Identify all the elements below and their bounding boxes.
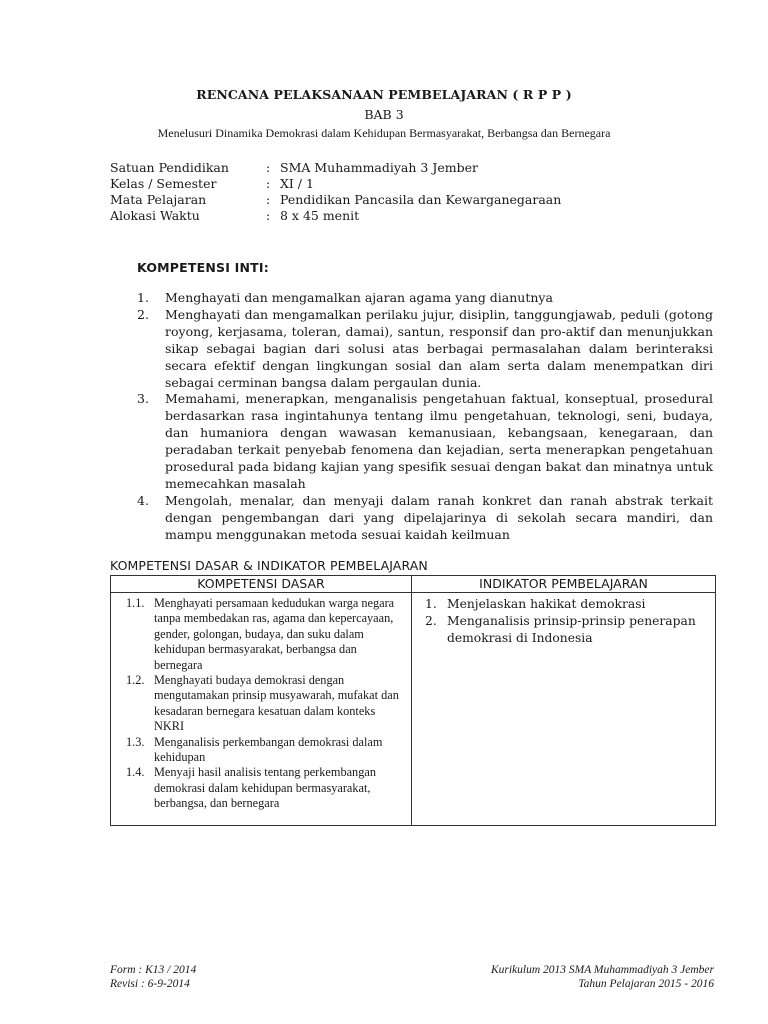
kompetensi-inti-list	[137, 290, 713, 544]
footer-revisi: Revisi : 6-9-2014	[110, 978, 190, 990]
list-text: Mengolah, menalar, dan menyaji dalam ranah konkret dan ranah abstrak terkait dengan pengembangan dari yang dipelajarinya di sekolah secara mandiri, dan mampu menggunakan metoda sesuai kaidah keilmuan	[165, 492, 713, 542]
list-item	[425, 596, 707, 613]
info-row	[110, 160, 561, 176]
list-item	[137, 290, 713, 307]
info-colon: :	[266, 208, 271, 223]
info-row	[110, 208, 561, 224]
footer-left	[110, 963, 196, 991]
list-number: 1.1.	[126, 596, 145, 610]
list-number: 2.	[137, 306, 149, 322]
info-value: Pendidikan Pancasila dan Kewarganegaraan	[280, 192, 562, 207]
info-colon: :	[266, 192, 271, 207]
list-item	[126, 765, 401, 811]
list-item	[137, 493, 713, 544]
list-text: Menghayati budaya demokrasi dengan mengutamakan prinsip musyawarah, mufakat dan kesadaran bernegara kesatuan dalam konteks NKRI	[154, 673, 399, 734]
column-header-kompetensi-dasar: KOMPETENSI DASAR	[111, 576, 412, 593]
indikator-cell	[412, 593, 716, 826]
indikator-list	[412, 593, 715, 647]
info-value: SMA Muhammadiyah 3 Jember	[280, 160, 478, 175]
document-title: RENCANA PELAKSANAAN PEMBELAJARAN ( R P P )	[196, 87, 572, 102]
chapter-label: BAB 3	[364, 107, 404, 122]
footer-right	[491, 963, 714, 991]
chapter-subtitle: Menelusuri Dinamika Demokrasi dalam Kehidupan Bermasyarakat, Berbangsa dan Bernegara	[157, 126, 611, 140]
list-item	[126, 735, 401, 766]
footer-curriculum: Kurikulum 2013 SMA Muhammadiyah 3 Jember	[490, 964, 714, 976]
kd-cell	[111, 593, 412, 826]
footer-form: Form : K13 / 2014	[110, 964, 197, 976]
kompetensi-inti-heading: KOMPETENSI INTI:	[137, 260, 269, 275]
list-number: 1.3.	[126, 734, 145, 749]
info-colon: :	[266, 176, 271, 191]
kompetensi-dasar-heading: KOMPETENSI DASAR & INDIKATOR PEMBELAJARAN	[110, 558, 428, 573]
info-row	[110, 176, 561, 192]
kd-list	[111, 593, 411, 812]
list-text: Menyaji hasil analisis tentang perkembangan demokrasi dalam kehidupan bermasyarakat, berbangsa, dan bernegara	[154, 765, 376, 811]
list-number: 1.4.	[126, 765, 145, 780]
footer-school-year: Tahun Pelajaran 2015 - 2016	[578, 978, 714, 990]
list-text: Menghayati persamaan kedudukan warga negara tanpa membedakan ras, agama dan kepercayaan, gender, golongan, budaya, dan suku dalam kehidupan bermasyarakat, berbangsa dan bernegara	[154, 596, 395, 672]
list-text: Menghayati dan mengamalkan perilaku jujur, disiplin, tanggungjawab, peduli (gotong royong, kerjasama, toleran, damai), santun, responsif dan pro-aktif dan menunjukkan sikap sebagai bagian dari solusi atas berbagai permasalahan dalam berinteraksi secara efektif dengan lingkungan sosial dan alam serta dalam menempatkan diri sebagai cerminan bangsa dalam pergaulan dunia.	[165, 306, 713, 390]
list-text: Menganalisis perkembangan demokrasi dalam kehidupan	[154, 734, 383, 765]
list-item	[126, 596, 401, 673]
info-value: XI / 1	[280, 176, 314, 191]
list-item	[137, 391, 713, 492]
info-label: Mata Pelajaran	[110, 192, 207, 207]
list-number: 4.	[137, 492, 149, 508]
column-header-indikator: INDIKATOR PEMBELAJARAN	[412, 576, 716, 593]
info-label: Kelas / Semester	[110, 176, 217, 191]
list-item	[425, 613, 707, 647]
info-colon: :	[266, 160, 271, 175]
list-number: 1.	[137, 290, 149, 305]
list-number: 2.	[425, 614, 437, 628]
list-text: Menganalisis prinsip-prinsip penerapan demokrasi di Indonesia	[447, 614, 696, 645]
kompetensi-dasar-table	[110, 575, 716, 826]
table-header-row	[111, 576, 716, 593]
list-number: 1.	[425, 597, 437, 611]
list-number: 1.2.	[126, 673, 145, 688]
info-label: Alokasi Waktu	[110, 208, 200, 223]
list-number: 3.	[137, 391, 149, 407]
list-text: Menghayati dan mengamalkan ajaran agama yang dianutnya	[165, 290, 553, 305]
identity-table	[110, 160, 561, 224]
list-text: Menjelaskan hakikat demokrasi	[447, 597, 646, 611]
info-row	[110, 192, 561, 208]
list-item	[126, 673, 401, 735]
list-text: Memahami, menerapkan, menganalisis pengetahuan faktual, konseptual, prosedural berdasarkan rasa ingintahunya tentang ilmu pengetahuan, teknologi, seni, budaya, dan humaniora dengan wawasan kemanusiaan, kebangsaan, kenegaraan, dan peradaban terkait penyebab fenomena dan kejadian, serta menerapkan pengetahuan prosedural pada bidang kajian yang spesifik sesuai dengan bakat dan minatnya untuk memecahkan masalah	[165, 391, 713, 491]
list-item	[137, 307, 713, 392]
table-row	[111, 593, 716, 826]
info-value: 8 x 45 menit	[280, 208, 360, 223]
info-label: Satuan Pendidikan	[110, 160, 229, 175]
